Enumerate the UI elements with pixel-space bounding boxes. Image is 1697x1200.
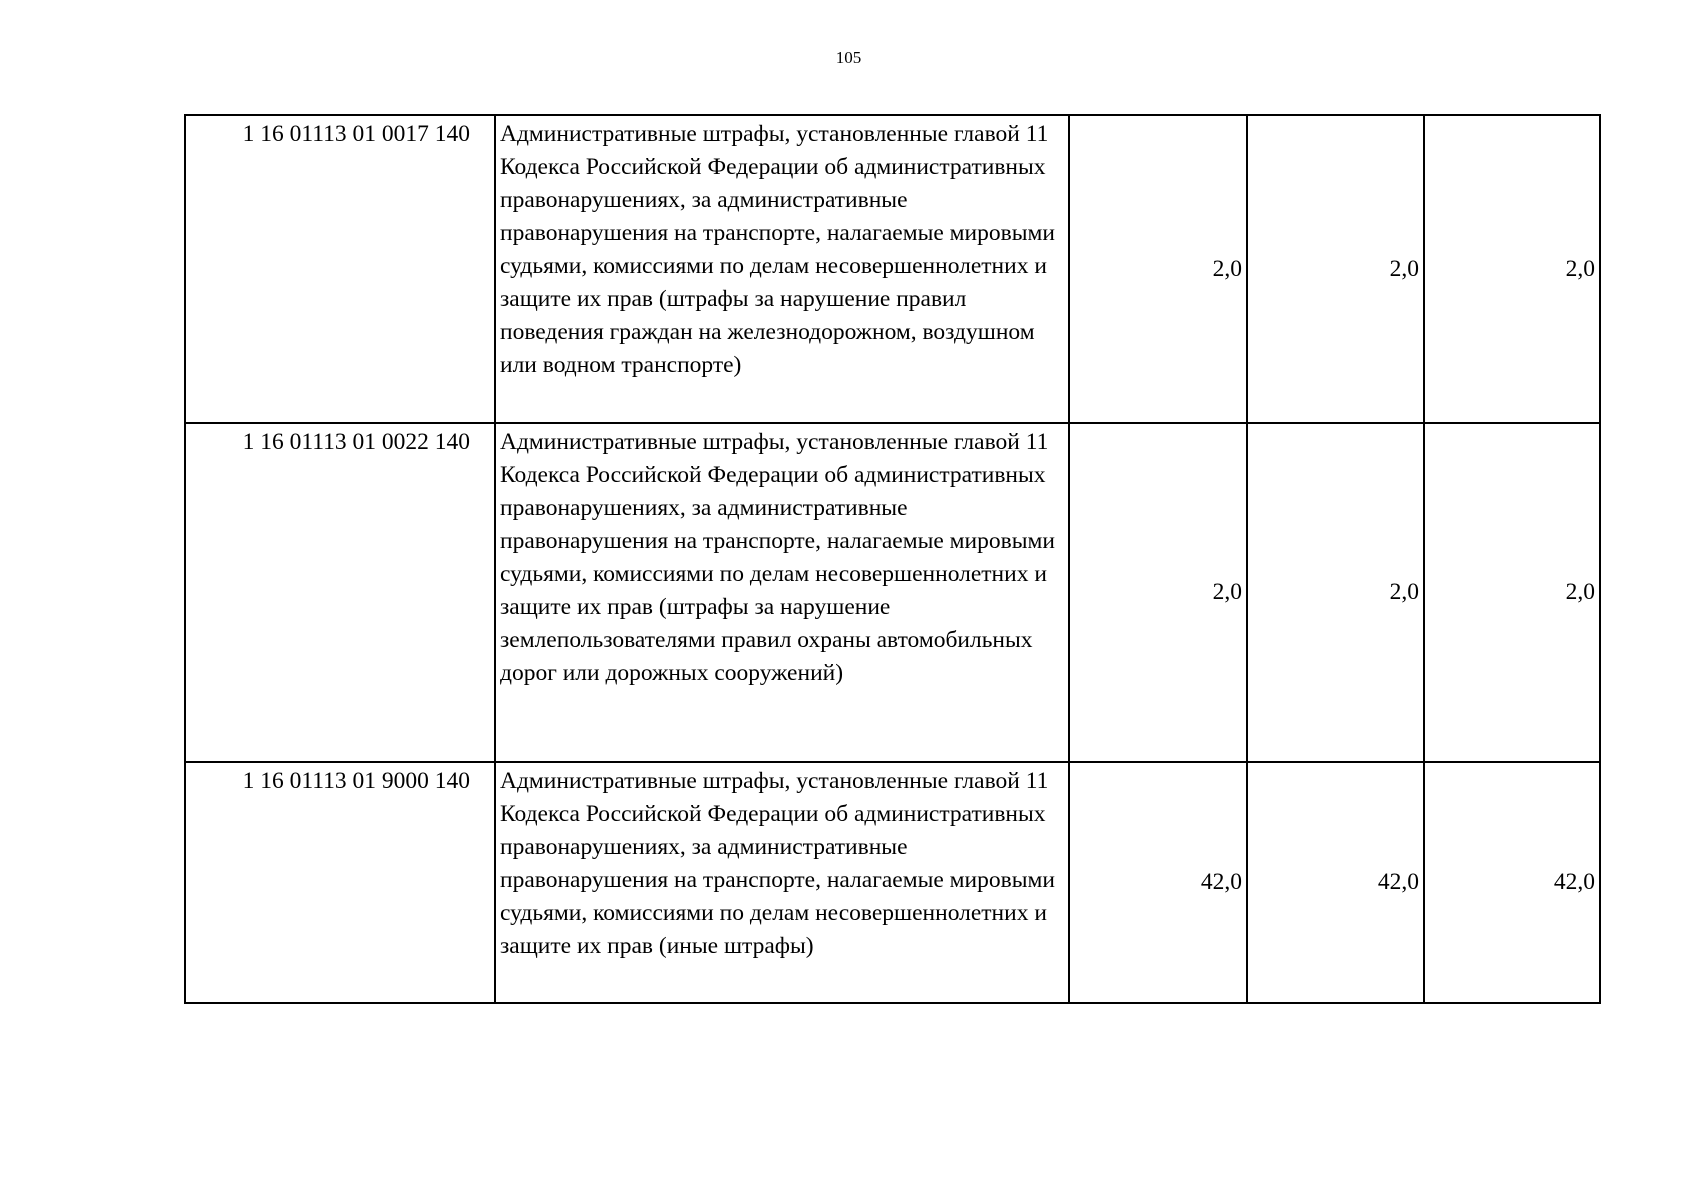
revenue-code-cell: 1 16 01113 01 9000 140	[185, 762, 495, 1003]
value-year-1-cell: 2,0	[1069, 115, 1247, 423]
revenue-name-cell: Административные штрафы, установленные главой 11 Кодекса Российской Федерации об административных правонарушениях, за административные правонарушения на транспорте, налагаемые мировыми судьями, комиссиями по делам несовершеннолетних и защите их прав (штрафы за нарушение землепользователями правил охраны автомобильных дорог или дорожных сооружений)	[495, 423, 1069, 762]
revenue-table	[184, 114, 1601, 1004]
revenue-name-cell: Административные штрафы, установленные главой 11 Кодекса Российской Федерации об административных правонарушениях, за административные правонарушения на транспорте, налагаемые мировыми судьями, комиссиями по делам несовершеннолетних и защите их прав (иные штрафы)	[495, 762, 1069, 1003]
value-year-2-cell: 2,0	[1247, 423, 1424, 762]
revenue-code-cell: 1 16 01113 01 0022 140	[185, 423, 495, 762]
value-year-1-cell: 42,0	[1069, 762, 1247, 1003]
value-year-3-cell: 42,0	[1424, 762, 1600, 1003]
value-year-3-cell: 2,0	[1424, 423, 1600, 762]
value-year-2-cell: 2,0	[1247, 115, 1424, 423]
value-year-3-cell: 2,0	[1424, 115, 1600, 423]
revenue-code-cell: 1 16 01113 01 0017 140	[185, 115, 495, 423]
table-row	[185, 115, 1600, 423]
page-number: 105	[835, 48, 862, 67]
value-year-2-cell: 42,0	[1247, 762, 1424, 1003]
table-row	[185, 423, 1600, 762]
value-year-1-cell: 2,0	[1069, 423, 1247, 762]
revenue-name-cell: Административные штрафы, установленные главой 11 Кодекса Российской Федерации об административных правонарушениях, за административные правонарушения на транспорте, налагаемые мировыми судьями, комиссиями по делам несовершеннолетних и защите их прав (штрафы за нарушение правил поведения граждан на железнодорожном, воздушном или водном транспорте)	[495, 115, 1069, 423]
table-row	[185, 762, 1600, 1003]
